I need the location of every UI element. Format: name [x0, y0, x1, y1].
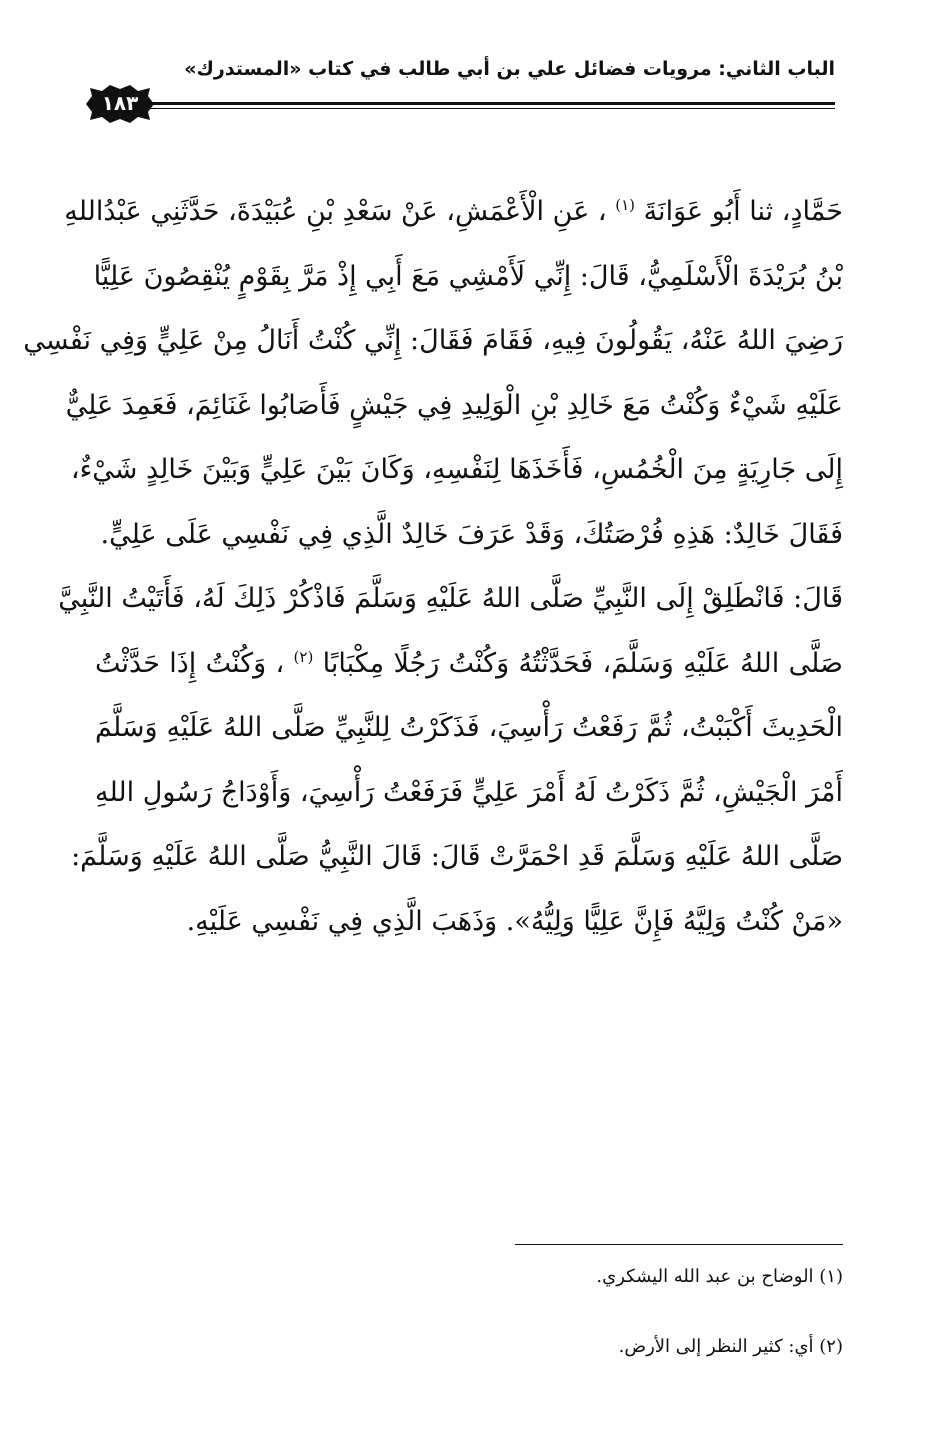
- footnote-ref[interactable]: (٢): [293, 647, 314, 666]
- footnote-ref[interactable]: (١): [615, 196, 635, 214]
- text-line: بْنُ بُرَيْدَةَ الْأَسْلَمِيُّ، قَالَ: إِنِّي لَأَمْشِي مَعَ أَبِي إِذْ مَرَّ بِقَوْمٍ يُنْقِصُونَ عَلِيًّا: [93, 260, 843, 292]
- page-number: ١٨٣: [101, 91, 139, 115]
- text-line: «مَنْ كُنْتُ وَلِيَّهُ فَإِنَّ عَلِيًّا وَلِيُّهُ». وَذَهَبَ الَّذِي فِي نَفْسِي عَلَيْهِ.: [186, 905, 843, 937]
- text-line: صَلَّى اللهُ عَلَيْهِ وَسَلَّمَ قَدِ احْمَرَّتْ قَالَ: قَالَ النَّبِيُّ صَلَّى اللهُ عَلَيْهِ وَسَلَّمَ:: [71, 841, 843, 872]
- text-line: قَالَ: فَانْطَلِقْ إِلَى النَّبِيِّ صَلَّى اللهُ عَلَيْهِ وَسَلَّمَ فَاذْكُرْ ذَلِكَ لَهُ، فَأَتَيْتُ النَّبِيَّ: [58, 583, 843, 614]
- header-rule-thin: [122, 108, 835, 109]
- text-line: رَضِيَ اللهُ عَنْهُ، يَقُولُونَ فِيهِ، فَقَامَ فَقَالَ: إِنِّي كُنْتُ أَنَالُ مِنْ عَلِيٍّ وَفِي نَفْسِي: [23, 325, 843, 356]
- text-line: [95, 632, 843, 697]
- page-number-badge: [80, 84, 160, 124]
- main-text: [23, 180, 843, 954]
- text-segment: ، وَكُنْتُ إِذَا حَدَّثْتُ: [95, 647, 285, 679]
- text-line: الْحَدِيثَ أَكْبَبْتُ، ثُمَّ رَفَعْتُ رَأْسِيَ، فَذَكَرْتُ لِلنَّبِيِّ صَلَّى اللهُ عَلَيْهِ وَسَلَّمَ: [95, 712, 843, 743]
- text-segment: ، عَنِ الْأَعْمَشِ، عَنْ سَعْدِ بْنِ عُبَيْدَةَ، حَدَّثَنِي عَبْدُاللهِ: [64, 196, 607, 227]
- text-line: أَمْرَ الْجَيْشِ، ثُمَّ ذَكَرْتُ لَهُ أَمْرَ عَلِيٍّ فَرَفَعْتُ رَأْسِيَ، وَأَوْدَاجُ رَسُولِ اللهِ: [95, 776, 843, 808]
- text-line: إِلَى جَارِيَةٍ مِنَ الْخُمُسِ، فَأَخَذَهَا لِنَفْسِهِ، وَكَانَ بَيْنَ عَلِيٍّ وَبَيْنَ خَالِدٍ شَيْءٌ،: [70, 454, 843, 485]
- text-line: فَقَالَ خَالِدٌ: هَذِهِ فُرْصَتُكَ، وَقَدْ عَرَفَ خَالِدٌ الَّذِي فِي نَفْسِي عَلَى عَلِيٍّ.: [100, 518, 843, 550]
- text-segment: حَمَّادٍ، ثنا أَبُو عَوَانَةَ: [643, 196, 843, 227]
- running-title: الباب الثاني: مرويات فضائل علي بن أبي طالب في كتاب «المستدرك»: [184, 58, 835, 80]
- text-line: [64, 180, 843, 245]
- header-rule: [122, 102, 835, 105]
- text-line: عَلَيْهِ شَيْءٌ وَكُنْتُ مَعَ خَالِدِ بْنِ الْوَلِيدِ فِي جَيْشٍ فَأَصَابُوا غَنَائِمَ، فَعَمِدَ عَلِيٌّ: [65, 389, 843, 421]
- footnote-2: (٢) أي: كثير النظر إلى الأرض.: [618, 1336, 843, 1357]
- page-header: [40, 58, 835, 118]
- text-segment: صَلَّى اللهُ عَلَيْهِ وَسَلَّمَ، فَحَدَّثْتُهُ وَكُنْتُ رَجُلًا مِكْبَابًا: [322, 647, 843, 679]
- footnote-separator: [515, 1244, 843, 1245]
- footnote-1: (١) الوضاح بن عبد الله اليشكري.: [596, 1266, 843, 1287]
